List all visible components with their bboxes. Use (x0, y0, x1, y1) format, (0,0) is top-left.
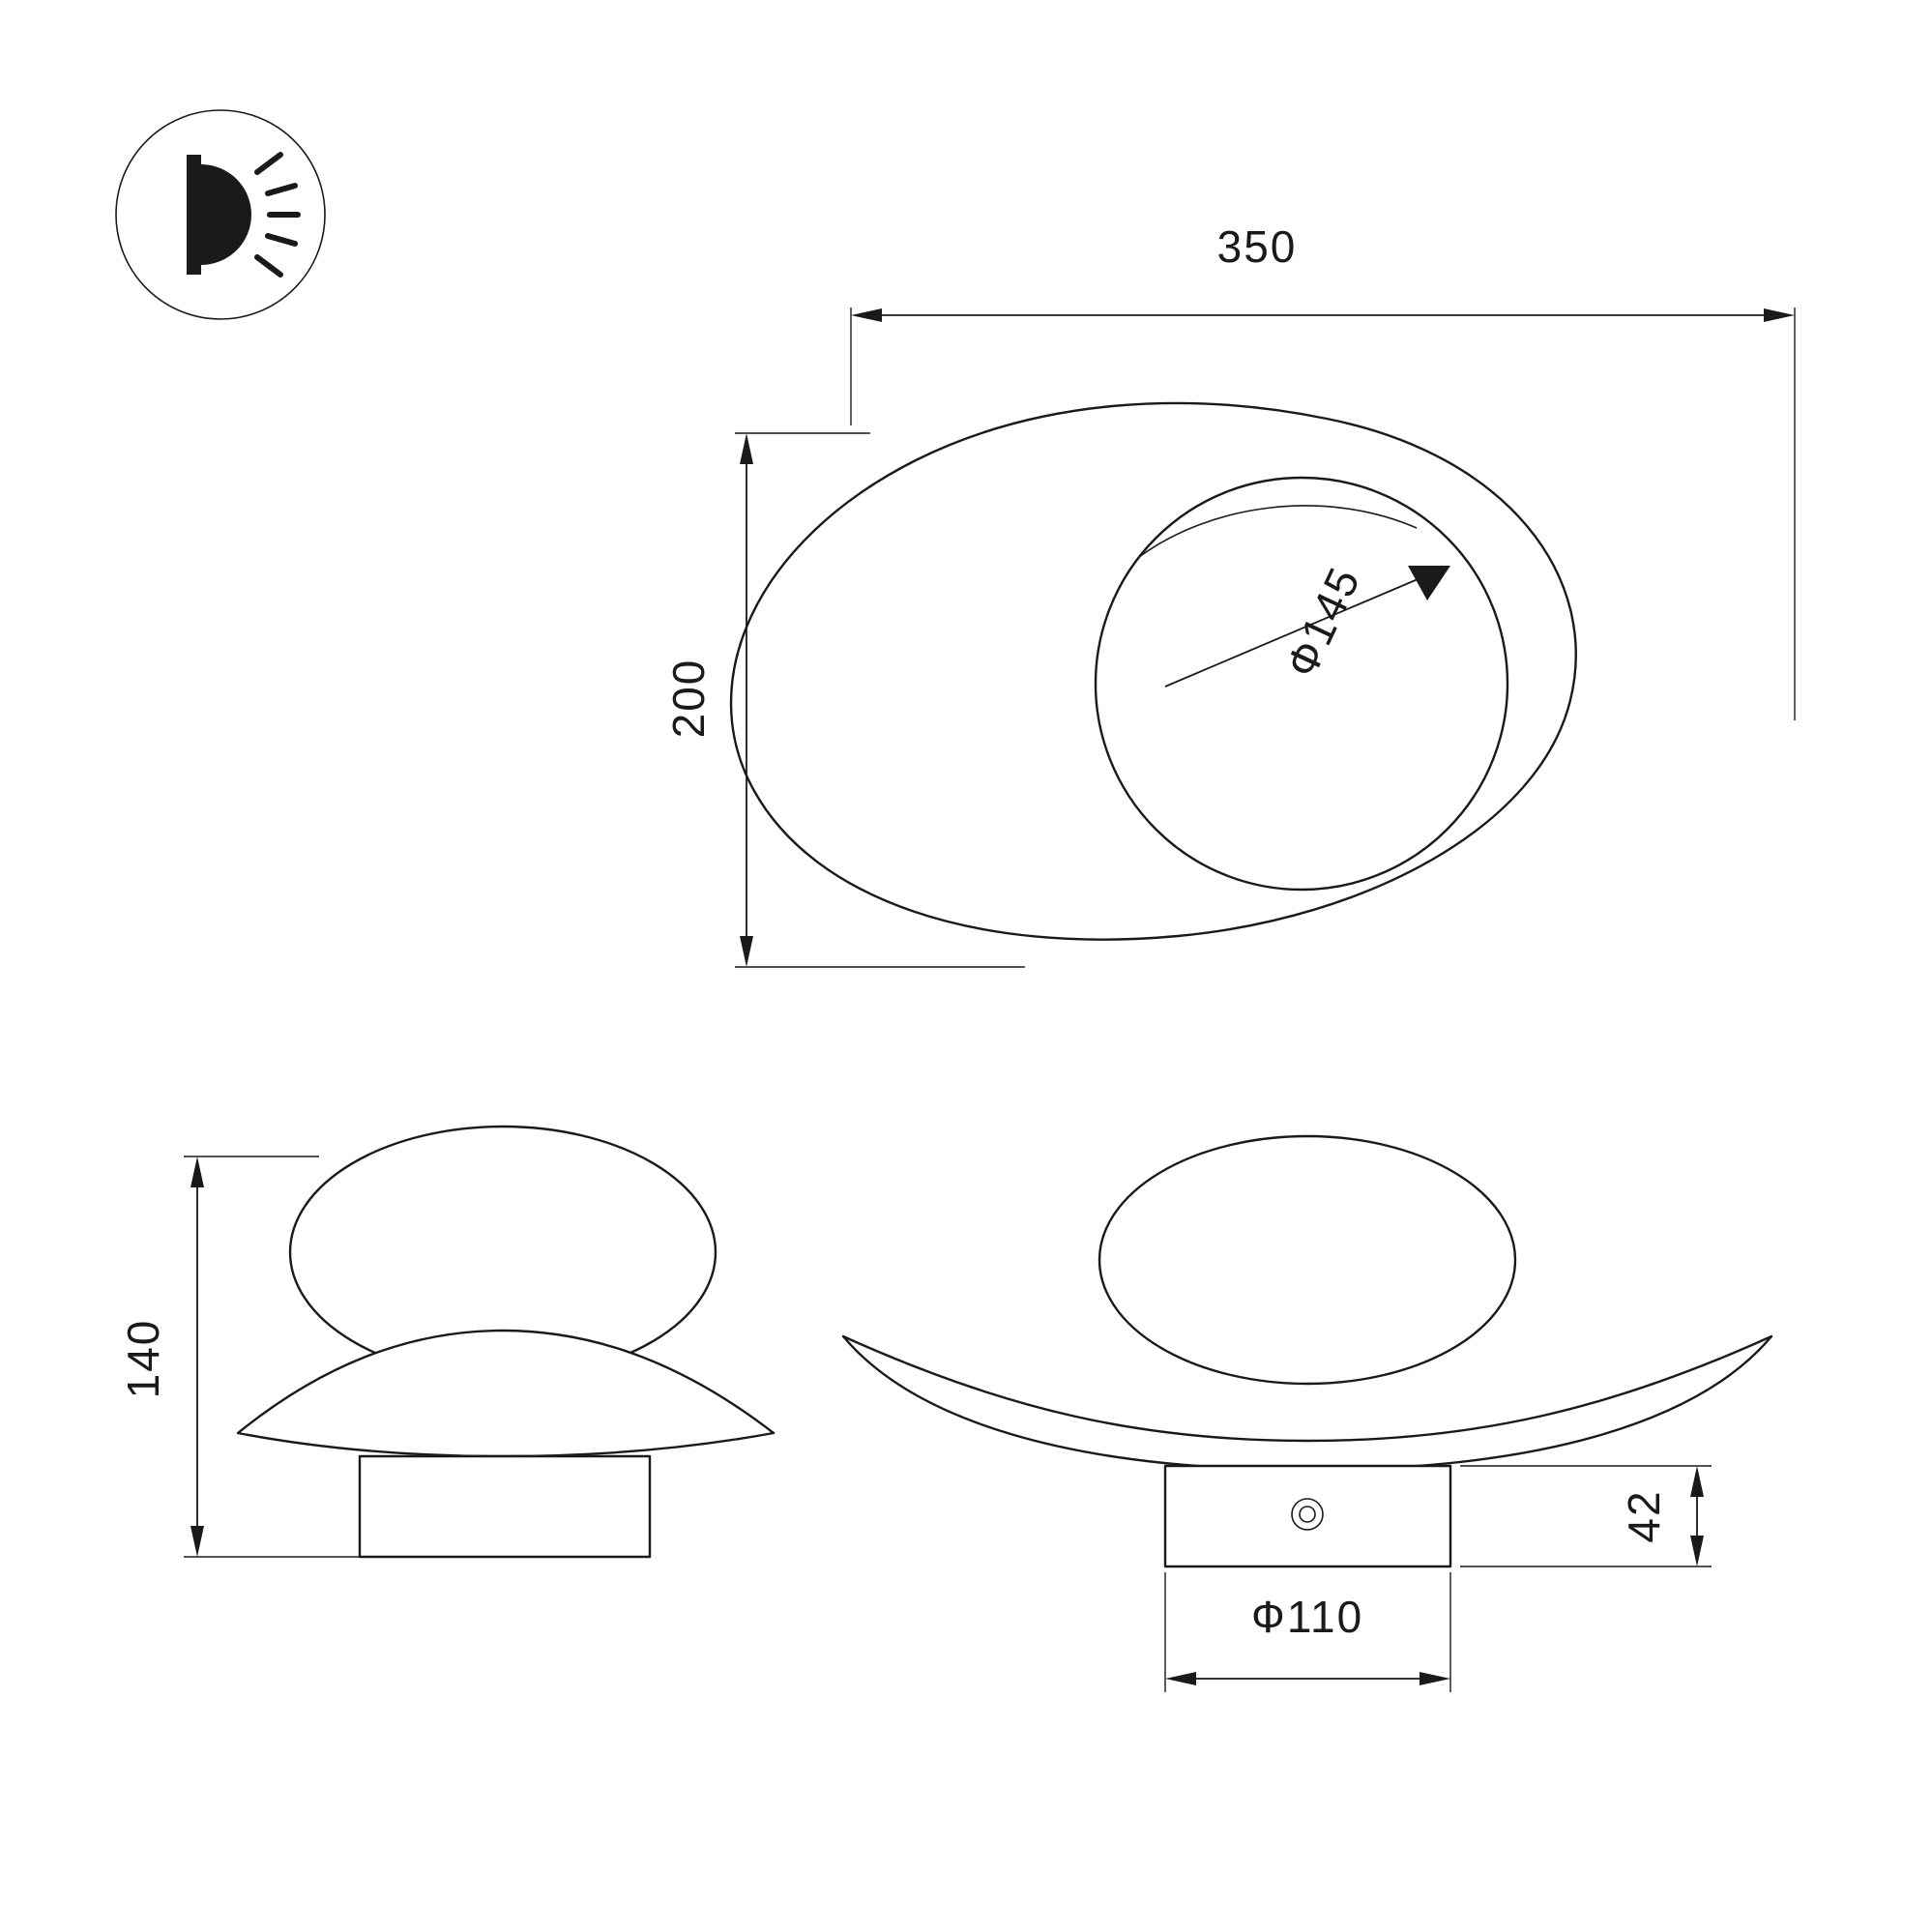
dimension-value-140: 140 (118, 1318, 168, 1399)
front-elevation-ellipse (731, 403, 1576, 940)
dimension-value-350: 350 (1216, 221, 1298, 272)
dimension-value-42: 42 (1619, 1489, 1669, 1543)
dimension-label-200 (662, 659, 715, 739)
dimension-value-200: 200 (663, 658, 714, 739)
dimension-label-42 (1618, 1489, 1670, 1542)
dimension-42 (1460, 1466, 1712, 1566)
side-elevation (238, 1127, 774, 1557)
dimension-label-350 (1217, 220, 1298, 273)
dimension-label-110 (1251, 1591, 1363, 1643)
wall-light-direction-icon (116, 110, 325, 319)
dimension-label-140 (117, 1319, 169, 1399)
dimension-value-145: Ф145 (1275, 558, 1370, 686)
dimension-value-110: Ф110 (1250, 1592, 1364, 1642)
